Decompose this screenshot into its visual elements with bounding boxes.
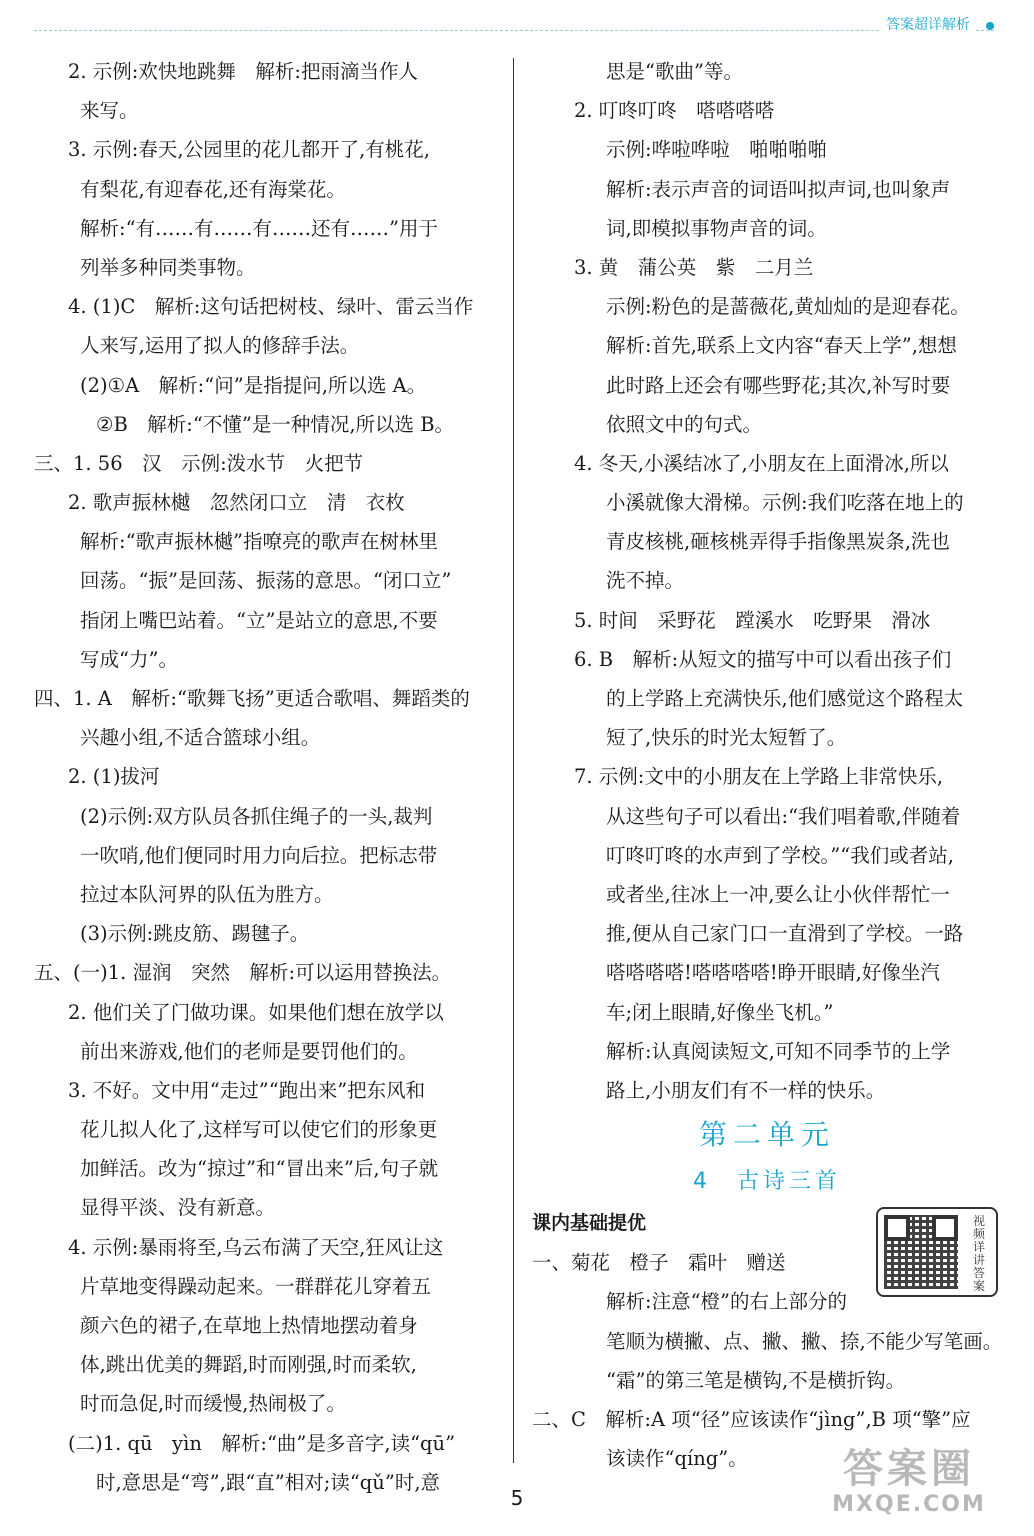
answer-line: 二、C 解析:A 项“径”应该读作“jìng”,B 项“擎”应 xyxy=(532,1408,971,1431)
answer-line: 解析:认真阅读短文,可知不同季节的上学 xyxy=(606,1039,951,1063)
answer-line: 一、菊花 橙子 霜叶 赠送 xyxy=(532,1251,786,1275)
answer-line: 3. 黄 蒲公英 紫 二月兰 xyxy=(574,255,814,279)
answer-line: 依照文中的句式。 xyxy=(606,412,763,436)
answer-line: 小溪就像大滑梯。示例:我们吃落在地上的 xyxy=(606,491,964,515)
answer-line: 6. B 解析:从短文的描写中可以看出孩子们 xyxy=(574,647,952,671)
answer-line: 片草地变得躁动起来。一群群花儿穿着五 xyxy=(80,1274,432,1298)
right-column-top xyxy=(532,52,1002,1110)
answer-line: 叮咚叮咚的水声到了学校。”“我们或者站, xyxy=(606,843,954,867)
answer-line: 加鲜活。改为“掠过”和“冒出来”后,句子就 xyxy=(80,1157,439,1181)
answer-line: (3)示例:跳皮筋、踢毽子。 xyxy=(80,922,310,946)
answer-line: 4. 示例:暴雨将至,乌云布满了天空,狂风让这 xyxy=(68,1235,444,1259)
answer-line: 解析:“歌声振林樾”指嘹亮的歌声在树林里 xyxy=(80,530,439,554)
answer-line: 2. 他们关了门做功课。如果他们想在放学以 xyxy=(68,1000,444,1024)
answer-line: 4. (1)C 解析:这句话把树枝、绿叶、雷云当作 xyxy=(68,295,474,319)
answer-line: 3. 不好。文中用“走过”“跑出来”把东风和 xyxy=(68,1078,426,1102)
answer-line: 5. 时间 采野花 蹚溪水 吃野果 滑冰 xyxy=(574,608,931,632)
answer-line: 时,意思是“弯”,跟“直”相对;读“qǔ”时,意 xyxy=(96,1470,441,1494)
page-number: 5 xyxy=(510,1486,524,1510)
answer-line: 短了,快乐的时光太短暂了。 xyxy=(606,726,847,750)
section-title: 课内基础提优 xyxy=(532,1212,647,1235)
left-column xyxy=(34,52,496,1502)
answer-line: 解析:注意“橙”的右上部分的 xyxy=(606,1290,848,1314)
answer-line: 7. 示例:文中的小朋友在上学路上非常快乐, xyxy=(574,765,944,789)
answer-line: 示例:哗啦哗啦 啪啪啪啪 xyxy=(606,138,828,162)
answer-line: 2. 叮咚叮咚 嗒嗒嗒嗒 xyxy=(574,99,775,123)
answer-line: 路上,小朋友们有不一样的快乐。 xyxy=(606,1078,886,1102)
answer-line: 思是“歌曲”等。 xyxy=(606,60,743,83)
answer-line: 兴趣小组,不适合篮球小组。 xyxy=(80,726,321,750)
answer-line: 2. (1)拔河 xyxy=(68,765,160,789)
answer-line: 指闭上嘴巴站着。“立”是站立的意思,不要 xyxy=(80,608,438,632)
answer-line: 三、1. 56 汉 示例:泼水节 火把节 xyxy=(34,451,364,475)
answer-line: 解析:表示声音的词语叫拟声词,也叫象声 xyxy=(606,177,951,201)
answer-line: 2. 示例:欢快地跳舞 解析:把雨滴当作人 xyxy=(68,60,418,83)
answer-line: (2)①A 解析:“问”是指提问,所以选 A。 xyxy=(80,373,427,397)
answer-line: 词,即模拟事物声音的词。 xyxy=(606,216,827,240)
answer-line: 解析:首先,联系上文内容“春天上学”,想想 xyxy=(606,334,957,358)
lesson-title: 4 古诗三首 xyxy=(693,1169,841,1195)
answer-line: 笔顺为横撇、点、撇、撇、捺,不能少写笔画。 xyxy=(606,1329,1003,1353)
header-rule xyxy=(34,30,994,31)
unit-title: 第二单元 xyxy=(698,1118,835,1152)
answer-line: 嗒嗒嗒嗒!嗒嗒嗒嗒!睁开眼睛,好像坐汽 xyxy=(606,961,940,985)
answer-line: 回荡。“振”是回荡、振荡的意思。“闭口立” xyxy=(80,569,452,593)
answer-line: 推,便从自己家门口一直滑到了学校。一路 xyxy=(606,922,964,946)
answer-line: 示例:粉色的是蔷薇花,黄灿灿的是迎春花。 xyxy=(606,295,970,319)
watermark-main: 答案圈 xyxy=(843,1446,975,1492)
answer-line: 显得平淡、没有新意。 xyxy=(80,1196,276,1220)
answer-line: 青皮核桃,砸核桃弄得手指像黑炭条,洗也 xyxy=(606,530,950,554)
watermark-logo xyxy=(814,1446,1004,1518)
answer-line: 拉过本队河界的队伍为胜方。 xyxy=(80,882,334,906)
answer-line: 从这些句子可以看出:“我们唱着歌,伴随着 xyxy=(606,804,961,828)
answer-line: 的上学路上充满快乐,他们感觉这个路程太 xyxy=(606,687,964,710)
answer-line: 人来写,运用了拟人的修辞手法。 xyxy=(80,334,360,358)
answer-line: 4. 冬天,小溪结冰了,小朋友在上面滑冰,所以 xyxy=(574,451,949,475)
answer-line: (二)1. qū yìn 解析:“曲”是多音字,读“qū” xyxy=(68,1431,456,1455)
answer-line: 2. 歌声振林樾 忽然闭口立 清 衣枚 xyxy=(68,491,405,515)
header-dot-icon xyxy=(986,22,994,30)
answer-line: 写成“力”。 xyxy=(80,647,178,671)
answer-line: 花儿拟人化了,这样写可以使它们的形象更 xyxy=(80,1118,438,1142)
column-divider xyxy=(513,58,514,1463)
answer-line: 四、1. A 解析:“歌舞飞扬”更适合歌唱、舞蹈类的 xyxy=(34,687,470,710)
answer-line: 来写。 xyxy=(80,99,139,123)
answer-line: 时而急促,时而缓慢,热闹极了。 xyxy=(80,1392,346,1416)
answer-line: 车;闭上眼睛,好像坐飞机。” xyxy=(606,1000,834,1024)
answer-line: 体,跳出优美的舞蹈,时而刚强,时而柔软, xyxy=(80,1353,417,1377)
answer-line: 解析:“有……有……有……还有……”用于 xyxy=(80,216,439,240)
header-title: 答案超详解析 xyxy=(880,14,976,34)
qr-code-icon[interactable] xyxy=(884,1215,958,1289)
answer-line: 此时路上还会有哪些野花;其次,补写时要 xyxy=(606,373,951,397)
answer-line: 颜六色的裙子,在草地上热情地摆动着身 xyxy=(80,1314,418,1337)
answer-line: 或者坐,往冰上一冲,要么让小伙伴帮忙一 xyxy=(606,882,950,906)
answer-line: 该读作“qíng”。 xyxy=(606,1447,748,1471)
answer-line: 洗不掉。 xyxy=(606,569,685,593)
answer-line: “霜”的第三笔是横钩,不是横折钩。 xyxy=(606,1368,906,1392)
qr-label: 视频详讲答案 xyxy=(972,1214,985,1293)
answer-line: 有梨花,有迎春花,还有海棠花。 xyxy=(80,177,346,201)
answer-line: 一吹哨,他们便同时用力向后拉。把标志带 xyxy=(80,843,438,867)
answer-line: 前出来游戏,他们的老师是要罚他们的。 xyxy=(80,1039,418,1063)
answer-line: 五、(一)1. 湿润 突然 解析:可以运用替换法。 xyxy=(34,961,452,985)
video-qr-card[interactable] xyxy=(876,1207,998,1297)
answer-line: ②B 解析:“不懂”是一种情况,所以选 B。 xyxy=(96,412,455,436)
answer-line: 列举多种同类事物。 xyxy=(80,255,256,279)
answer-line: 3. 示例:春天,公园里的花儿都开了,有桃花, xyxy=(68,138,430,162)
watermark-sub: MXQE.COM xyxy=(832,1492,986,1517)
answer-line: (2)示例:双方队员各抓住绳子的一头,裁判 xyxy=(80,804,433,828)
